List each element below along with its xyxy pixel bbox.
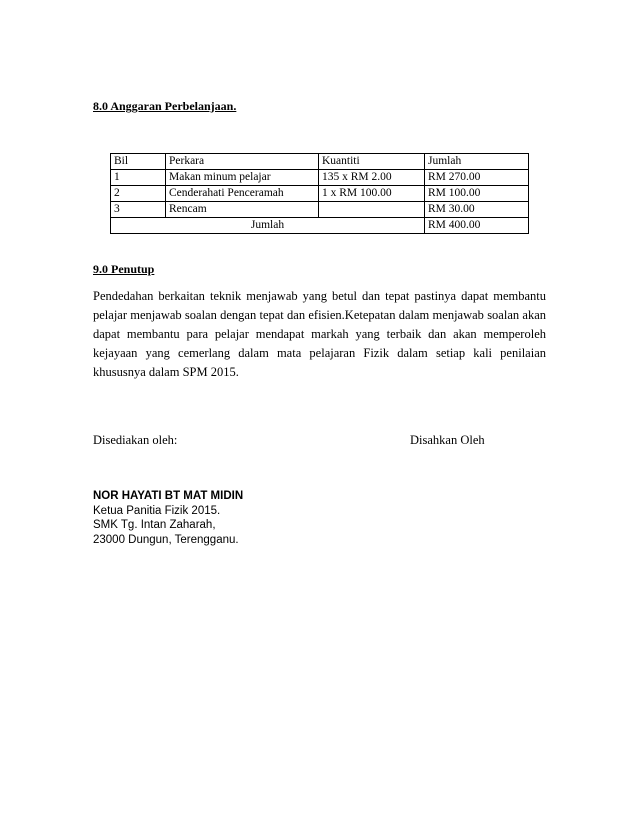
cell-bil: 2 [111,186,166,202]
table-row [111,170,529,186]
cell-kuantiti [319,202,425,218]
cell-jumlah: RM 30.00 [425,202,529,218]
table-row [111,186,529,202]
signer-title: Ketua Panitia Fizik 2015. [93,504,221,517]
table-header-row [111,154,529,170]
total-label: Jumlah [111,218,425,234]
cell-jumlah: RM 100.00 [425,186,529,202]
signer-name: NOR HAYATI BT MAT MIDIN [93,490,244,502]
table-total-row [111,218,529,234]
column-header-perkara: Perkara [166,154,319,170]
cell-jumlah: RM 270.00 [425,170,529,186]
column-header-kuantiti: Kuantiti [319,154,425,170]
budget-table [110,153,529,234]
signer-address: 23000 Dungun, Terengganu. [93,533,239,546]
column-header-bil: Bil [111,154,166,170]
total-value: RM 400.00 [425,218,529,234]
closing-paragraph: Pendedahan berkaitan teknik menjawab yang betul dan tepat pastinya dapat membantu pelajar menjawab soalan dengan tepat dan efisien.Ketepatan dalam menjawab soalan akan dapat membantu para pelajar mendapat markah yang terbaik dan akan memperoleh kejayaan yang cemerlang dalam mata pelajaran Fizik dalam setiap kali penilaian khususnya dalam SPM 2015. [93,289,546,379]
signer-block [93,489,243,547]
closing-heading: 9.0 Penutup [93,262,155,276]
cell-kuantiti: 1 x RM 100.00 [319,186,425,202]
column-header-jumlah: Jumlah [425,154,529,170]
cell-perkara: Rencam [166,202,319,218]
cell-bil: 3 [111,202,166,218]
cell-perkara: Makan minum pelajar [166,170,319,186]
cell-kuantiti: 135 x RM 2.00 [319,170,425,186]
table-row [111,202,529,218]
cell-perkara: Cenderahati Penceramah [166,186,319,202]
approved-by-label: Disahkan Oleh [410,433,485,447]
signer-school: SMK Tg. Intan Zaharah, [93,519,216,531]
budget-heading: 8.0 Anggaran Perbelanjaan. [93,99,237,113]
cell-bil: 1 [111,170,166,186]
prepared-by-label: Disediakan oleh: [93,433,178,447]
